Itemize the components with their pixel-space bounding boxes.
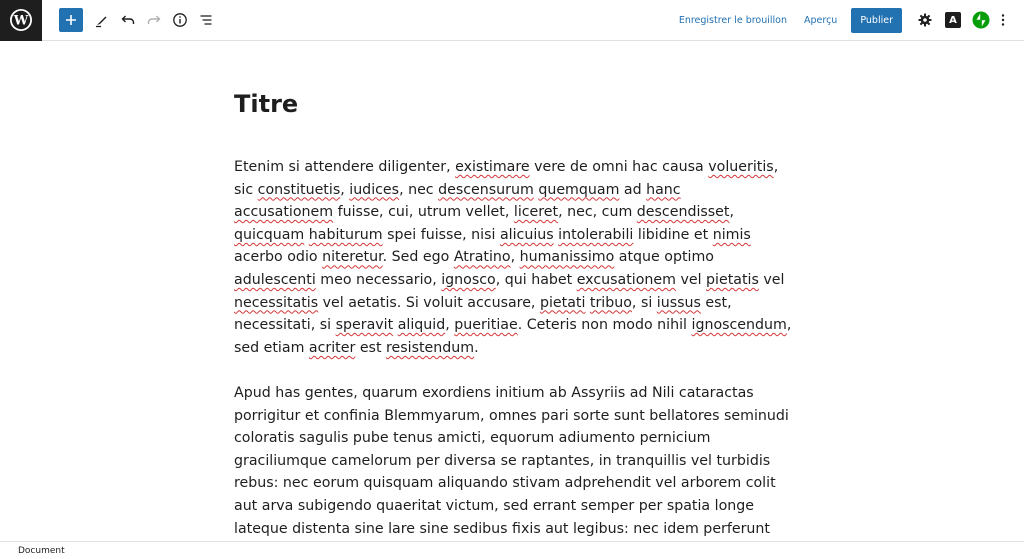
misspelled-word[interactable]: aliquid bbox=[397, 317, 446, 334]
misspelled-word[interactable]: niteretur bbox=[322, 249, 383, 266]
save-draft-button[interactable]: Enregistrer le brouillon bbox=[678, 14, 788, 26]
misspelled-word[interactable]: pietatis bbox=[706, 271, 759, 288]
paragraph-line bbox=[234, 314, 790, 337]
paragraph-line bbox=[234, 337, 790, 360]
text-run: fuisse, cui, utrum vellet, bbox=[333, 204, 514, 221]
paragraph-line bbox=[234, 382, 790, 405]
text-run: . Sed ego bbox=[382, 249, 454, 266]
text-run: libidine et bbox=[633, 226, 713, 243]
list-view-icon bbox=[198, 12, 214, 28]
undo-icon bbox=[120, 12, 136, 28]
misspelled-word[interactable]: ignosco bbox=[441, 271, 496, 288]
jetpack-button[interactable] bbox=[970, 9, 992, 31]
info-icon bbox=[172, 12, 188, 28]
text-run: necessitati, si bbox=[234, 317, 336, 334]
text-run: , bbox=[729, 204, 734, 221]
text-run: aut arva subigendo quaeritat victum, sed errant semper per spatia longe bbox=[234, 497, 754, 514]
paragraph-block[interactable] bbox=[234, 382, 790, 540]
preview-button[interactable]: Aperçu bbox=[804, 14, 838, 26]
text-run: , nec bbox=[399, 181, 439, 198]
more-options-button[interactable] bbox=[996, 9, 1010, 31]
paragraph-line bbox=[234, 156, 790, 179]
misspelled-word[interactable]: iussus bbox=[656, 294, 701, 311]
paragraph-line bbox=[234, 405, 790, 428]
text-run: , bbox=[786, 317, 792, 334]
misspelled-word[interactable]: tribuo bbox=[589, 294, 632, 311]
text-run: coloratis sagulis pube tenus amicti, equorum adiumento pernicium bbox=[234, 430, 711, 447]
settings-button[interactable] bbox=[914, 9, 936, 31]
paragraph-line bbox=[234, 518, 790, 541]
misspelled-word[interactable]: descendisset bbox=[636, 204, 730, 221]
plugin-a-letter: A bbox=[949, 14, 957, 26]
text-run: vel aetatis. Si voluit accusare, bbox=[318, 294, 540, 311]
text-run: vere de omni hac causa bbox=[529, 159, 709, 175]
paragraph-line bbox=[234, 450, 790, 473]
paragraph-line bbox=[234, 495, 790, 518]
header-settings bbox=[679, 0, 1024, 40]
misspelled-word[interactable]: volueritis bbox=[708, 159, 774, 175]
editor-canvas[interactable] bbox=[0, 41, 1024, 541]
misspelled-word[interactable]: excusationem bbox=[576, 271, 676, 288]
misspelled-word[interactable]: pueritiae bbox=[454, 317, 518, 334]
editor-header bbox=[0, 0, 1024, 41]
misspelled-word[interactable]: quemquam bbox=[538, 181, 620, 198]
text-run: . bbox=[474, 339, 479, 356]
misspelled-word[interactable]: quicquam bbox=[234, 226, 305, 243]
misspelled-word[interactable]: Atratino bbox=[453, 249, 511, 266]
misspelled-word[interactable]: liceret bbox=[513, 204, 559, 221]
misspelled-word[interactable]: speravit bbox=[335, 317, 394, 334]
misspelled-word[interactable]: intolerabili bbox=[558, 226, 634, 243]
details-button[interactable] bbox=[167, 7, 193, 33]
misspelled-word[interactable]: pietati bbox=[539, 294, 586, 311]
redo-button[interactable] bbox=[141, 7, 167, 33]
paragraph-block[interactable] bbox=[234, 156, 790, 359]
text-run: sed etiam bbox=[234, 339, 309, 356]
wordpress-icon bbox=[9, 8, 33, 32]
tools-button[interactable] bbox=[89, 7, 115, 33]
text-run: vel bbox=[758, 271, 785, 288]
misspelled-word[interactable]: accusationem bbox=[234, 204, 334, 221]
text-run: , nec, cum bbox=[558, 204, 637, 221]
misspelled-word[interactable]: descensurum bbox=[438, 181, 534, 198]
misspelled-word[interactable]: habiturum bbox=[308, 226, 383, 243]
publish-button[interactable]: Publier bbox=[851, 8, 902, 33]
text-run: ad bbox=[619, 181, 647, 198]
svg-text:W: W bbox=[13, 13, 29, 29]
plugin-a-icon bbox=[945, 12, 961, 28]
misspelled-word[interactable]: hanc bbox=[646, 181, 681, 198]
text-run: acerbo odio bbox=[234, 249, 323, 266]
jetpack-icon bbox=[972, 11, 990, 29]
header-toolbar bbox=[59, 7, 219, 33]
redo-icon bbox=[146, 12, 162, 28]
misspelled-word[interactable]: ignoscendum bbox=[691, 317, 787, 334]
text-run: Etenim si attendere diligenter, bbox=[234, 159, 456, 175]
plus-icon bbox=[65, 14, 77, 26]
misspelled-word[interactable]: alicuius bbox=[499, 226, 554, 243]
more-vertical-icon bbox=[1001, 13, 1005, 27]
wordpress-logo-button[interactable] bbox=[0, 0, 42, 41]
misspelled-word[interactable]: existimare bbox=[455, 159, 530, 175]
text-run: spei fuisse, nisi bbox=[382, 226, 500, 243]
add-block-button[interactable] bbox=[59, 8, 83, 32]
text-run: meo necessario, bbox=[315, 271, 442, 288]
misspelled-word[interactable]: resistendum bbox=[386, 339, 475, 356]
paragraph-line bbox=[234, 472, 790, 495]
text-run: , si bbox=[631, 294, 657, 311]
undo-button[interactable] bbox=[115, 7, 141, 33]
text-run: vel bbox=[675, 271, 707, 288]
text-run: sic bbox=[234, 181, 258, 198]
paragraph-line bbox=[234, 224, 790, 247]
misspelled-word[interactable]: iudices bbox=[349, 181, 400, 198]
misspelled-word[interactable]: necessitatis bbox=[234, 294, 319, 311]
text-run: Apud has gentes, quarum exordiens initium ab Assyriis ad Nili cataractas bbox=[234, 385, 754, 401]
paragraph-line bbox=[234, 201, 790, 224]
paragraph-line bbox=[234, 269, 790, 292]
gear-icon bbox=[917, 12, 933, 28]
text-run: , bbox=[445, 317, 455, 334]
misspelled-word[interactable]: humanissimo bbox=[519, 249, 615, 266]
misspelled-word[interactable]: adulescenti bbox=[234, 271, 316, 288]
text-run: porrigitur et confinia Blemmyarum, omnes pari sorte sunt bellatores seminudi bbox=[234, 407, 789, 424]
text-run: graciliumque camelorum per diversa se raptantes, in tranquillis vel turbidis bbox=[234, 452, 771, 469]
text-run: , bbox=[340, 181, 350, 198]
editor-footer bbox=[0, 541, 1024, 559]
text-run: atque optimo bbox=[614, 249, 714, 266]
pencil-icon bbox=[94, 12, 110, 28]
text-run: est, bbox=[700, 294, 732, 311]
misspelled-word[interactable]: nimis bbox=[712, 226, 751, 243]
paragraph-line bbox=[234, 292, 790, 315]
list-view-button[interactable] bbox=[193, 7, 219, 33]
text-run: . Ceteris non modo nihil bbox=[517, 317, 692, 334]
text-run: est bbox=[355, 339, 387, 356]
text-run: , bbox=[773, 159, 779, 175]
text-run: , bbox=[510, 249, 520, 266]
paragraph-line bbox=[234, 179, 790, 202]
text-run: , qui habet bbox=[495, 271, 577, 288]
post-title[interactable]: Titre bbox=[234, 90, 299, 118]
misspelled-word[interactable]: constituetis bbox=[257, 181, 341, 198]
plugin-a-button[interactable] bbox=[942, 9, 964, 31]
misspelled-word[interactable]: acriter bbox=[308, 339, 356, 356]
text-run: rebus: nec eorum quisquam aliquando stivam adprehendit vel arborem colit bbox=[234, 475, 776, 492]
paragraph-line bbox=[234, 246, 790, 269]
paragraph-line bbox=[234, 427, 790, 450]
breadcrumb-document[interactable]: Document bbox=[18, 545, 65, 556]
text-run: lateque distenta sine lare sine sedibus fixis aut legibus: nec idem perferunt bbox=[234, 520, 770, 537]
